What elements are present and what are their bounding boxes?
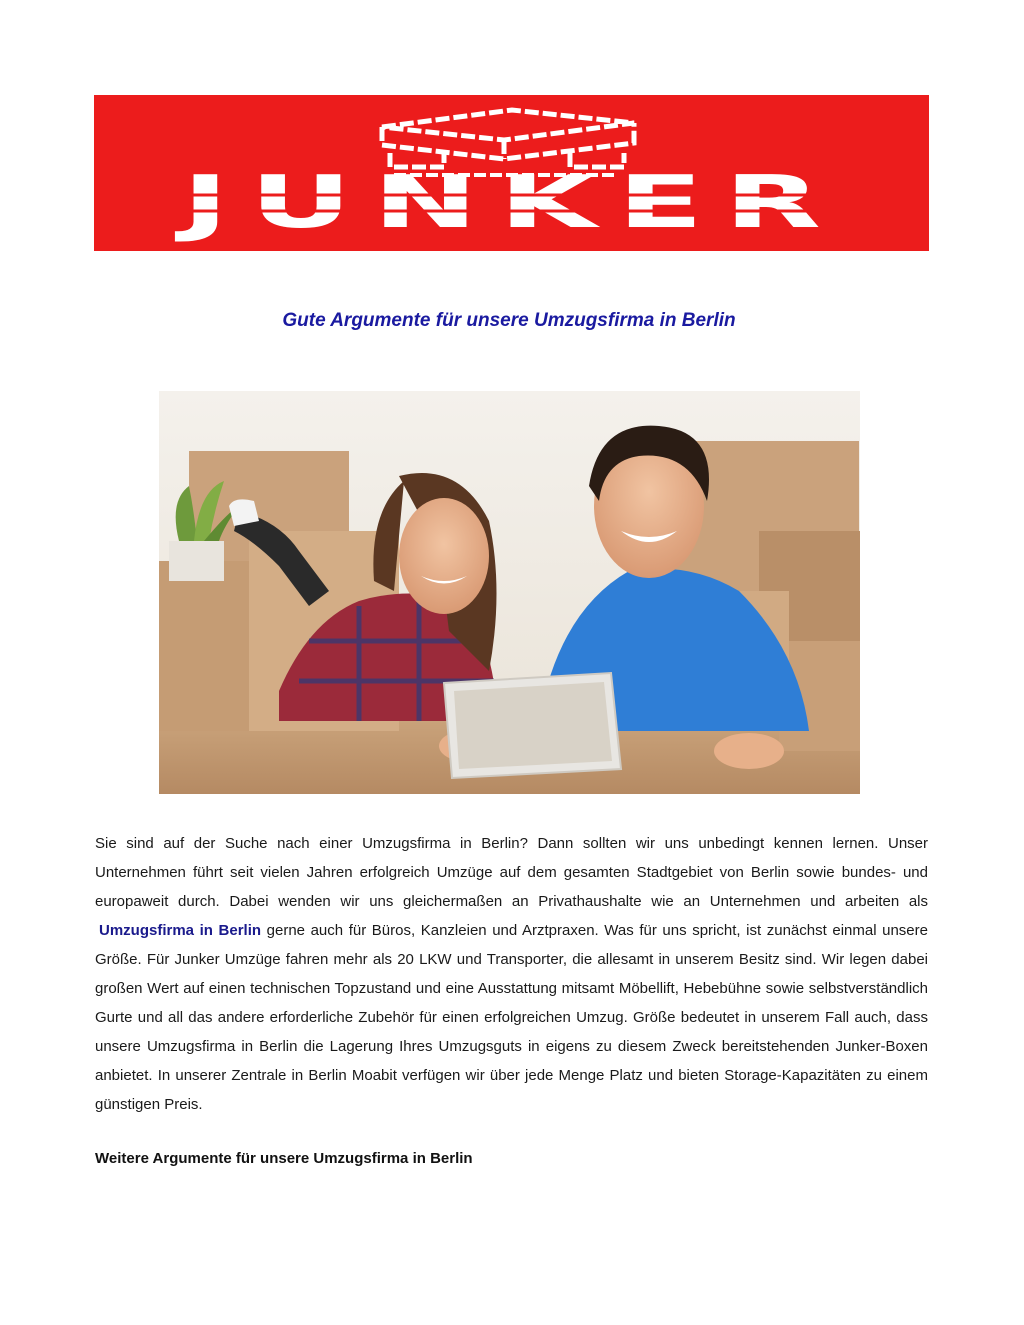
- couple-with-tablet-photo: [159, 391, 860, 794]
- junker-logo: [94, 95, 929, 251]
- logo-wordmark: JUNKER: [173, 160, 842, 244]
- umzugsfirma-berlin-link[interactable]: Umzugsfirma in Berlin: [99, 922, 262, 939]
- paragraph-text-1: Sie sind auf der Suche nach einer Umzugsfirma in Berlin? Dann sollten wir uns unbedingt kennen lernen. Unser Unternehmen führt seit vielen Jahren erfolgreich Umzüge auf dem gesamten Stadtgebiet von Berlin sowie bundes- und europaweit durch. Dabei wenden wir uns gleichermaßen an Privathaushalte wie an Unternehmen und arbeiten als: [95, 835, 928, 910]
- section-heading: Weitere Argumente für unsere Umzugsfirma in Berlin: [95, 1150, 473, 1167]
- logo-banner: [94, 95, 929, 251]
- paragraph-text-2: gerne auch für Büros, Kanzleien und Arztpraxen. Was für uns spricht, ist zunächst einmal unsere Größe. Für Junker Umzüge fahren mehr als 20 LKW und Transporter, die allesamt in unserem Besitz sind. Wir legen dabei großen Wert auf einen technischen Topzustand und eine Ausstattung mitsamt Möbellift, Hebebühne sowie selbstverständlich Gurte und all das andere erforderliche Zubehör für einen erfolgreichen Umzug. Größe bedeutet in unserem Fall auch, dass unsere Umzugsfirma in Berlin die Lagerung Ihres Umzugsguts in eigens zu diesem Zweck bereitstehenden Junker-Boxen anbietet. In unserer Zentrale in Berlin Moabit verfügen wir über jede Menge Platz und bieten Storage-Kapazitäten zu einem günstigen Preis.: [95, 922, 928, 1113]
- tablet-icon: [444, 673, 621, 778]
- body-paragraph: [95, 829, 928, 1119]
- page-title: Gute Argumente für unsere Umzugsfirma in Berlin: [282, 310, 736, 331]
